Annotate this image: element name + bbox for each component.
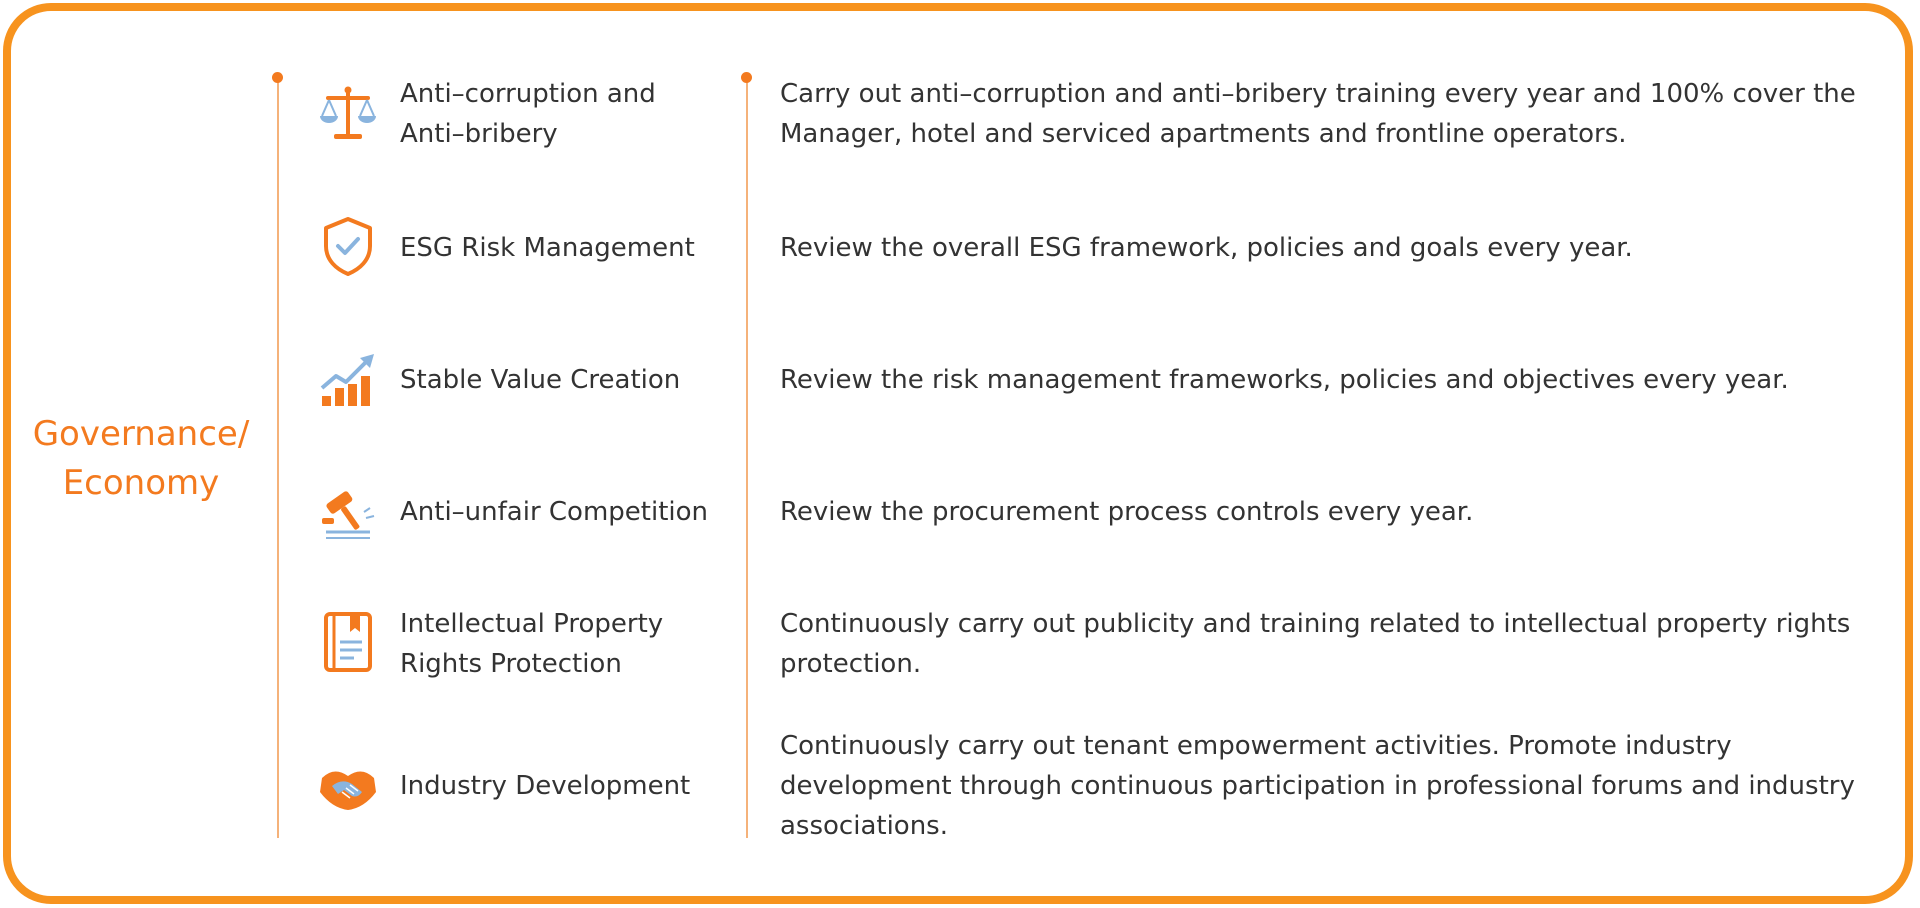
description-stable-value: Review the risk management frameworks, policies and objectives every year. — [780, 365, 1789, 395]
document-icon — [318, 612, 378, 672]
handshake-icon — [318, 756, 378, 816]
topic-divider-dot — [272, 72, 283, 83]
topic-stable-value: Stable Value Creation — [400, 365, 681, 395]
description-divider-dot — [741, 72, 752, 83]
description-esg-risk: Review the overall ESG framework, policies and goals every year. — [780, 233, 1633, 263]
shield-check-icon — [318, 216, 378, 276]
description-anti-unfair: Review the procurement process controls every year. — [780, 497, 1474, 527]
topic-industry-dev: Industry Development — [400, 771, 691, 801]
topic-ip-protection: Intellectual Property Rights Protection — [400, 609, 664, 679]
description-industry-dev: Continuously carry out tenant empowerment activities. Promote industry development through continuous participation in professional forums and industry associations. — [780, 731, 1855, 841]
topic-esg-risk: ESG Risk Management — [400, 233, 695, 263]
topic-anti-unfair: Anti–unfair Competition — [400, 497, 709, 527]
topic-anti-corruption: Anti–corruption and Anti–bribery — [400, 79, 656, 149]
scales-icon — [318, 84, 378, 144]
description-divider-line — [746, 78, 748, 838]
gavel-icon — [318, 482, 378, 542]
growth-chart-icon — [318, 350, 378, 410]
topic-divider-line — [277, 78, 279, 838]
description-anti-corruption: Carry out anti–corruption and anti–bribery training every year and 100% cover the Manager, hotel and serviced apartments and frontline operators. — [780, 79, 1856, 149]
category-title: Governance/ Economy — [32, 414, 250, 503]
description-ip-protection: Continuously carry out publicity and training related to intellectual property rights protection. — [780, 609, 1851, 679]
